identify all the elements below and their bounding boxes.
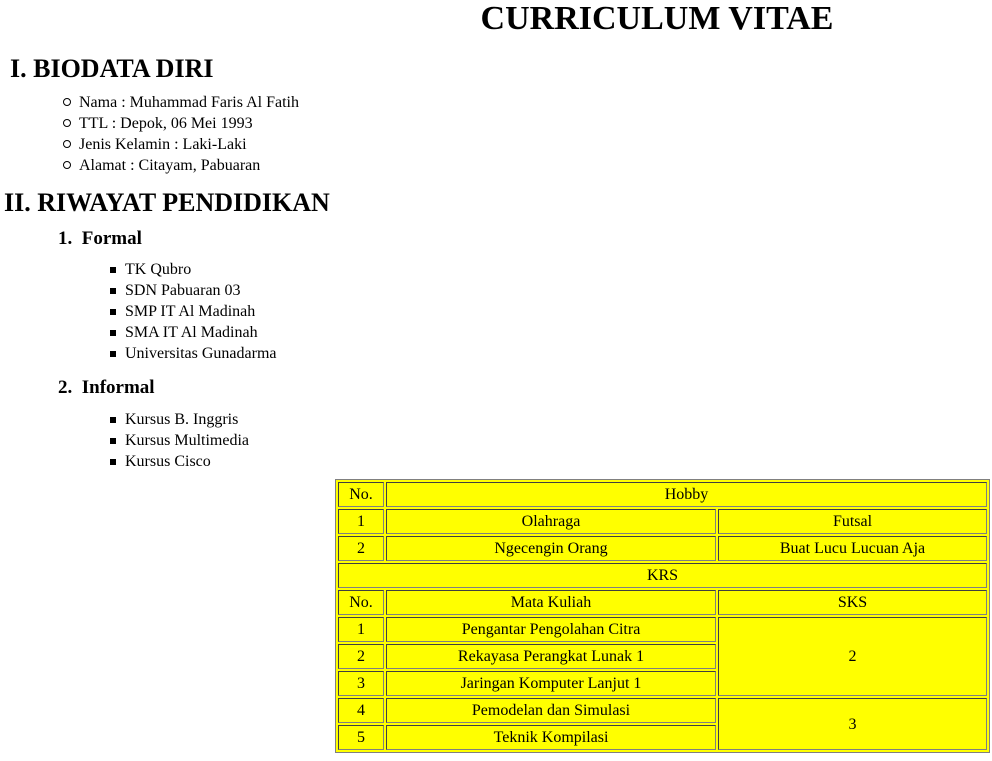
biodata-item-jenis-kelamin: Jenis Kelamin : Laki-Laki xyxy=(63,134,299,155)
table-row xyxy=(338,563,987,588)
table-cell: Pengantar Pengolahan Citra xyxy=(386,617,716,642)
table-cell: Pemodelan dan Simulasi xyxy=(386,698,716,723)
table-cell: Rekayasa Perangkat Lunak 1 xyxy=(386,644,716,669)
informal-item: Kursus Cisco xyxy=(109,451,249,472)
pendidikan-heading: II. RIWAYAT PENDIDIKAN xyxy=(4,188,330,217)
biodata-item-nama: Nama : Muhammad Faris Al Fatih xyxy=(63,92,299,113)
table-row xyxy=(338,536,987,561)
informal-item: Kursus Multimedia xyxy=(109,430,249,451)
hobby-krs-table xyxy=(335,479,990,753)
hobby-no-header: No. xyxy=(338,482,384,507)
table-row xyxy=(338,482,987,507)
table-cell: Jaringan Komputer Lanjut 1 xyxy=(386,671,716,696)
table-cell: Futsal xyxy=(718,509,987,534)
biodata-list xyxy=(63,92,299,176)
krs-title: KRS xyxy=(338,563,987,588)
sks-cell: 2 xyxy=(718,617,987,696)
table-cell: 5 xyxy=(338,725,384,750)
table-cell: Olahraga xyxy=(386,509,716,534)
krs-mk-header: Mata Kuliah xyxy=(386,590,716,615)
table-row xyxy=(338,698,987,723)
table-cell: 3 xyxy=(338,671,384,696)
table-row xyxy=(338,590,987,615)
page-title: CURRICULUM VITAE xyxy=(480,0,834,37)
table-cell: Ngecengin Orang xyxy=(386,536,716,561)
informal-item: Kursus B. Inggris xyxy=(109,409,249,430)
biodata-item-alamat: Alamat : Citayam, Pabuaran xyxy=(63,155,299,176)
formal-item: Universitas Gunadarma xyxy=(109,343,277,364)
table-cell: 1 xyxy=(338,509,384,534)
sks-cell: 3 xyxy=(718,698,987,750)
formal-item: SMP IT Al Madinah xyxy=(109,301,277,322)
formal-item: SMA IT Al Madinah xyxy=(109,322,277,343)
biodata-item-ttl: TTL : Depok, 06 Mei 1993 xyxy=(63,113,299,134)
krs-no-header: No. xyxy=(338,590,384,615)
formal-heading: 1. Formal xyxy=(58,228,142,249)
informal-list xyxy=(109,409,249,472)
table-cell: Buat Lucu Lucuan Aja xyxy=(718,536,987,561)
table-row xyxy=(338,509,987,534)
table-row xyxy=(338,617,987,642)
formal-item: TK Qubro xyxy=(109,259,277,280)
biodata-heading: I. BIODATA DIRI xyxy=(10,54,214,83)
table-cell: Teknik Kompilasi xyxy=(386,725,716,750)
informal-heading: 2. Informal xyxy=(58,377,155,398)
table-cell: 1 xyxy=(338,617,384,642)
krs-sks-header: SKS xyxy=(718,590,987,615)
table-cell: 2 xyxy=(338,644,384,669)
hobby-header: Hobby xyxy=(386,482,987,507)
table-cell: 4 xyxy=(338,698,384,723)
formal-item: SDN Pabuaran 03 xyxy=(109,280,277,301)
table-cell: 2 xyxy=(338,536,384,561)
formal-list xyxy=(109,259,277,364)
